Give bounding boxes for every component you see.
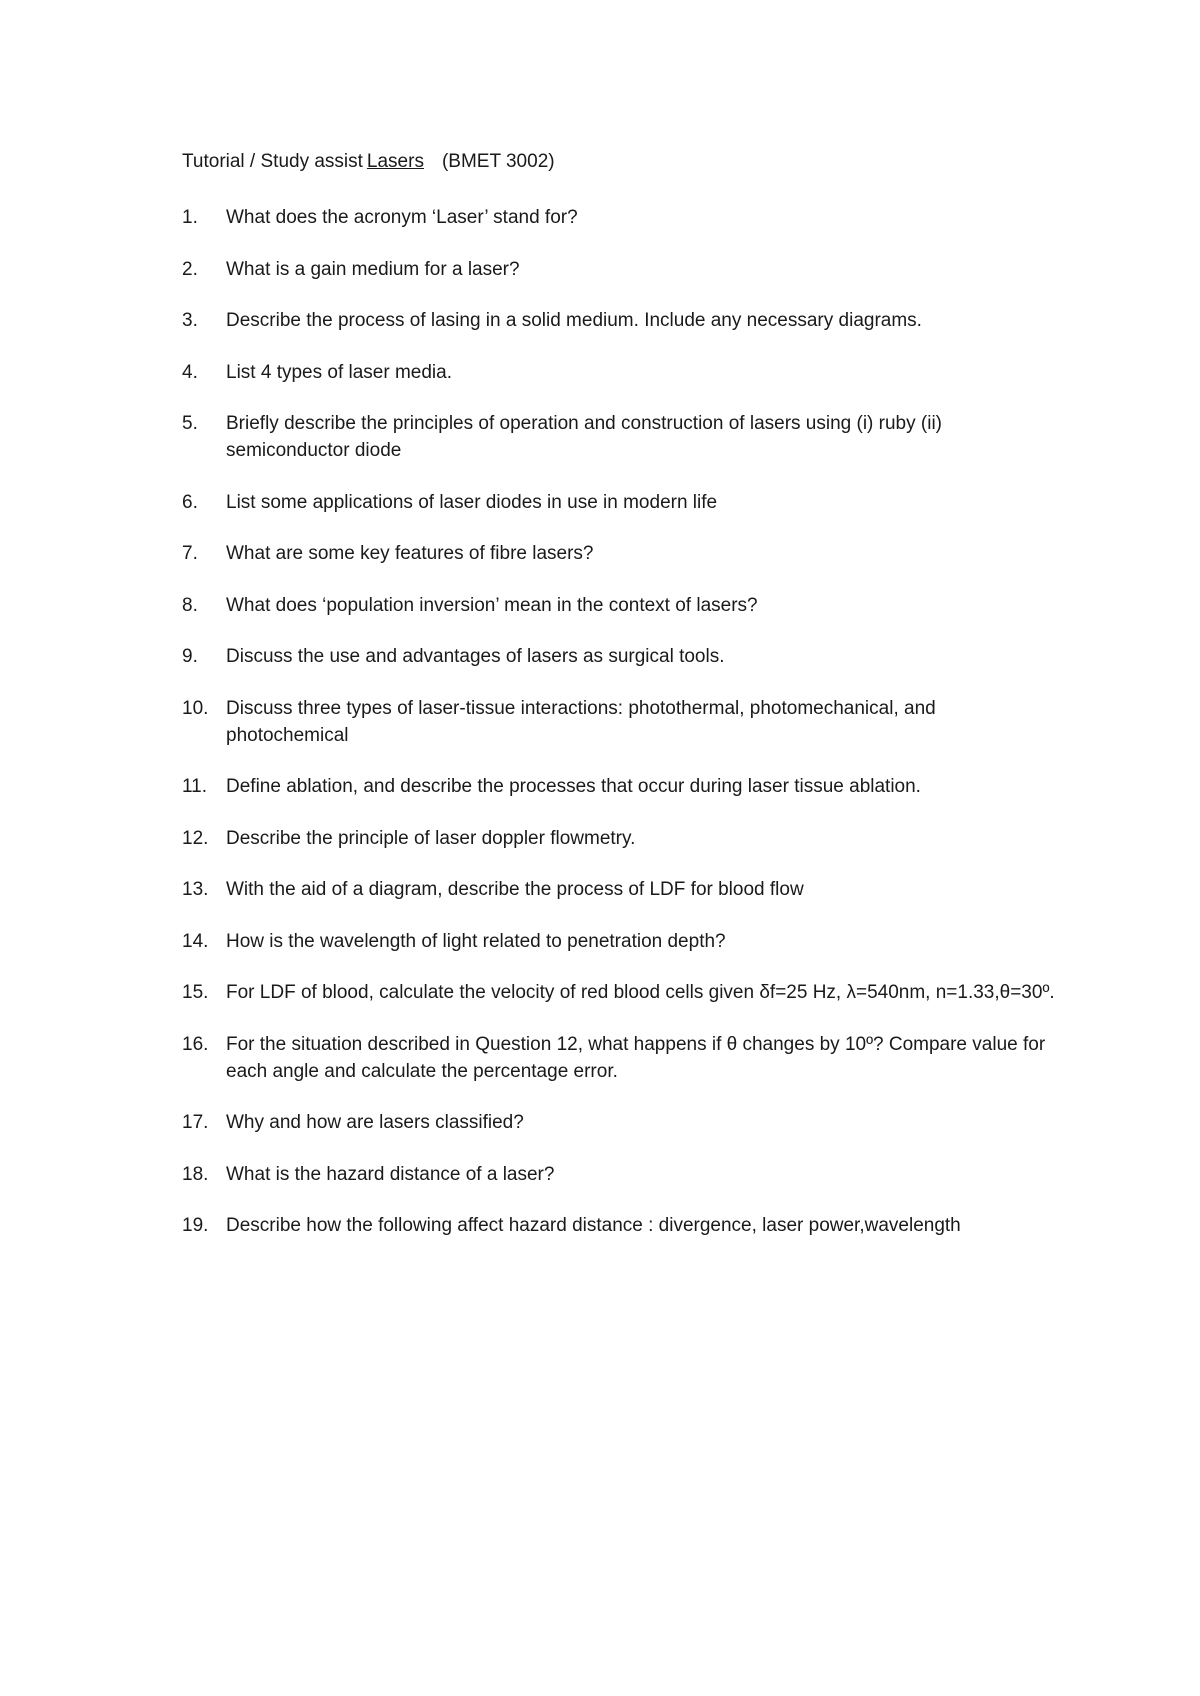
question-item <box>182 773 1062 800</box>
question-number: 11. <box>182 776 208 797</box>
question-item <box>182 695 1062 749</box>
question-text: Briefly describe the principles of operation and construction of lasers using (i) ruby (ii) semiconductor diode <box>226 413 942 461</box>
question-item <box>182 204 1062 231</box>
question-number: 16. <box>182 1033 209 1055</box>
question-item <box>182 1031 1062 1085</box>
question-number: 13. <box>182 879 209 900</box>
question-number: 10. <box>182 697 209 719</box>
question-list <box>182 204 1062 1264</box>
question-text: Discuss the use and advantages of lasers as surgical tools. <box>226 646 725 667</box>
question-number: 18. <box>182 1163 209 1185</box>
question-text: List some applications of laser diodes in use in modern life <box>226 491 718 513</box>
question-item <box>182 592 1062 619</box>
question-number: 14. <box>182 930 209 952</box>
question-text: What does the acronym ‘Laser’ stand for? <box>226 207 578 228</box>
question-number: 7. <box>182 543 198 564</box>
question-item <box>182 979 1062 1006</box>
question-number: 9. <box>182 646 198 667</box>
question-text: Describe how the following affect hazard distance : divergence, laser power,wavelength <box>226 1215 961 1236</box>
question-text: What are some key features of fibre lasers? <box>226 543 594 564</box>
question-item <box>182 825 1062 852</box>
question-item <box>182 256 1062 283</box>
heading-subject: Lasers <box>366 151 424 172</box>
question-number: 1. <box>182 207 198 228</box>
question-number: 8. <box>182 594 198 616</box>
question-number: 17. <box>182 1112 209 1133</box>
question-item <box>182 643 1062 670</box>
question-text: What is the hazard distance of a laser? <box>226 1163 555 1185</box>
question-text: For the situation described in Question 12, what happens if θ changes by 10º? Compare value for each angle and calculate the percentage error. <box>226 1033 1046 1082</box>
heading-prefix: Tutorial / Study assist <box>182 151 363 172</box>
question-text: Describe the principle of laser doppler flowmetry. <box>226 827 636 849</box>
question-item <box>182 359 1062 386</box>
question-text: Describe the process of lasing in a solid medium. Include any necessary diagrams. <box>226 310 922 331</box>
question-number: 12. <box>182 827 209 849</box>
question-item <box>182 928 1062 955</box>
question-number: 4. <box>182 361 198 383</box>
question-number: 5. <box>182 413 198 434</box>
question-text: List 4 types of laser media. <box>226 361 452 383</box>
question-text: What is a gain medium for a laser? <box>226 258 520 280</box>
document-heading <box>182 150 555 174</box>
question-item <box>182 1212 1062 1239</box>
question-number: 6. <box>182 491 198 513</box>
question-number: 2. <box>182 258 198 280</box>
question-number: 3. <box>182 310 198 331</box>
question-text: Define ablation, and describe the processes that occur during laser tissue ablation. <box>226 776 921 797</box>
question-item <box>182 540 1062 567</box>
question-item <box>182 410 1062 464</box>
question-text: What does ‘population inversion’ mean in the context of lasers? <box>226 594 758 616</box>
question-text: How is the wavelength of light related to penetration depth? <box>226 930 726 952</box>
question-text: With the aid of a diagram, describe the process of LDF for blood flow <box>226 879 804 900</box>
question-item <box>182 876 1062 903</box>
question-item <box>182 1161 1062 1188</box>
question-text: For LDF of blood, calculate the velocity of red blood cells given δf=25 Hz, λ=540nm, n=1.33,θ=30º. <box>226 982 1055 1003</box>
question-item <box>182 307 1062 334</box>
question-number: 19. <box>182 1215 209 1236</box>
question-item <box>182 489 1062 516</box>
question-number: 15. <box>182 982 209 1003</box>
question-text: Why and how are lasers classified? <box>226 1112 524 1133</box>
question-text: Discuss three types of laser-tissue interactions: photothermal, photomechanical, and photochemical <box>226 697 936 746</box>
heading-course-code: (BMET 3002) <box>441 151 555 172</box>
question-item <box>182 1109 1062 1136</box>
